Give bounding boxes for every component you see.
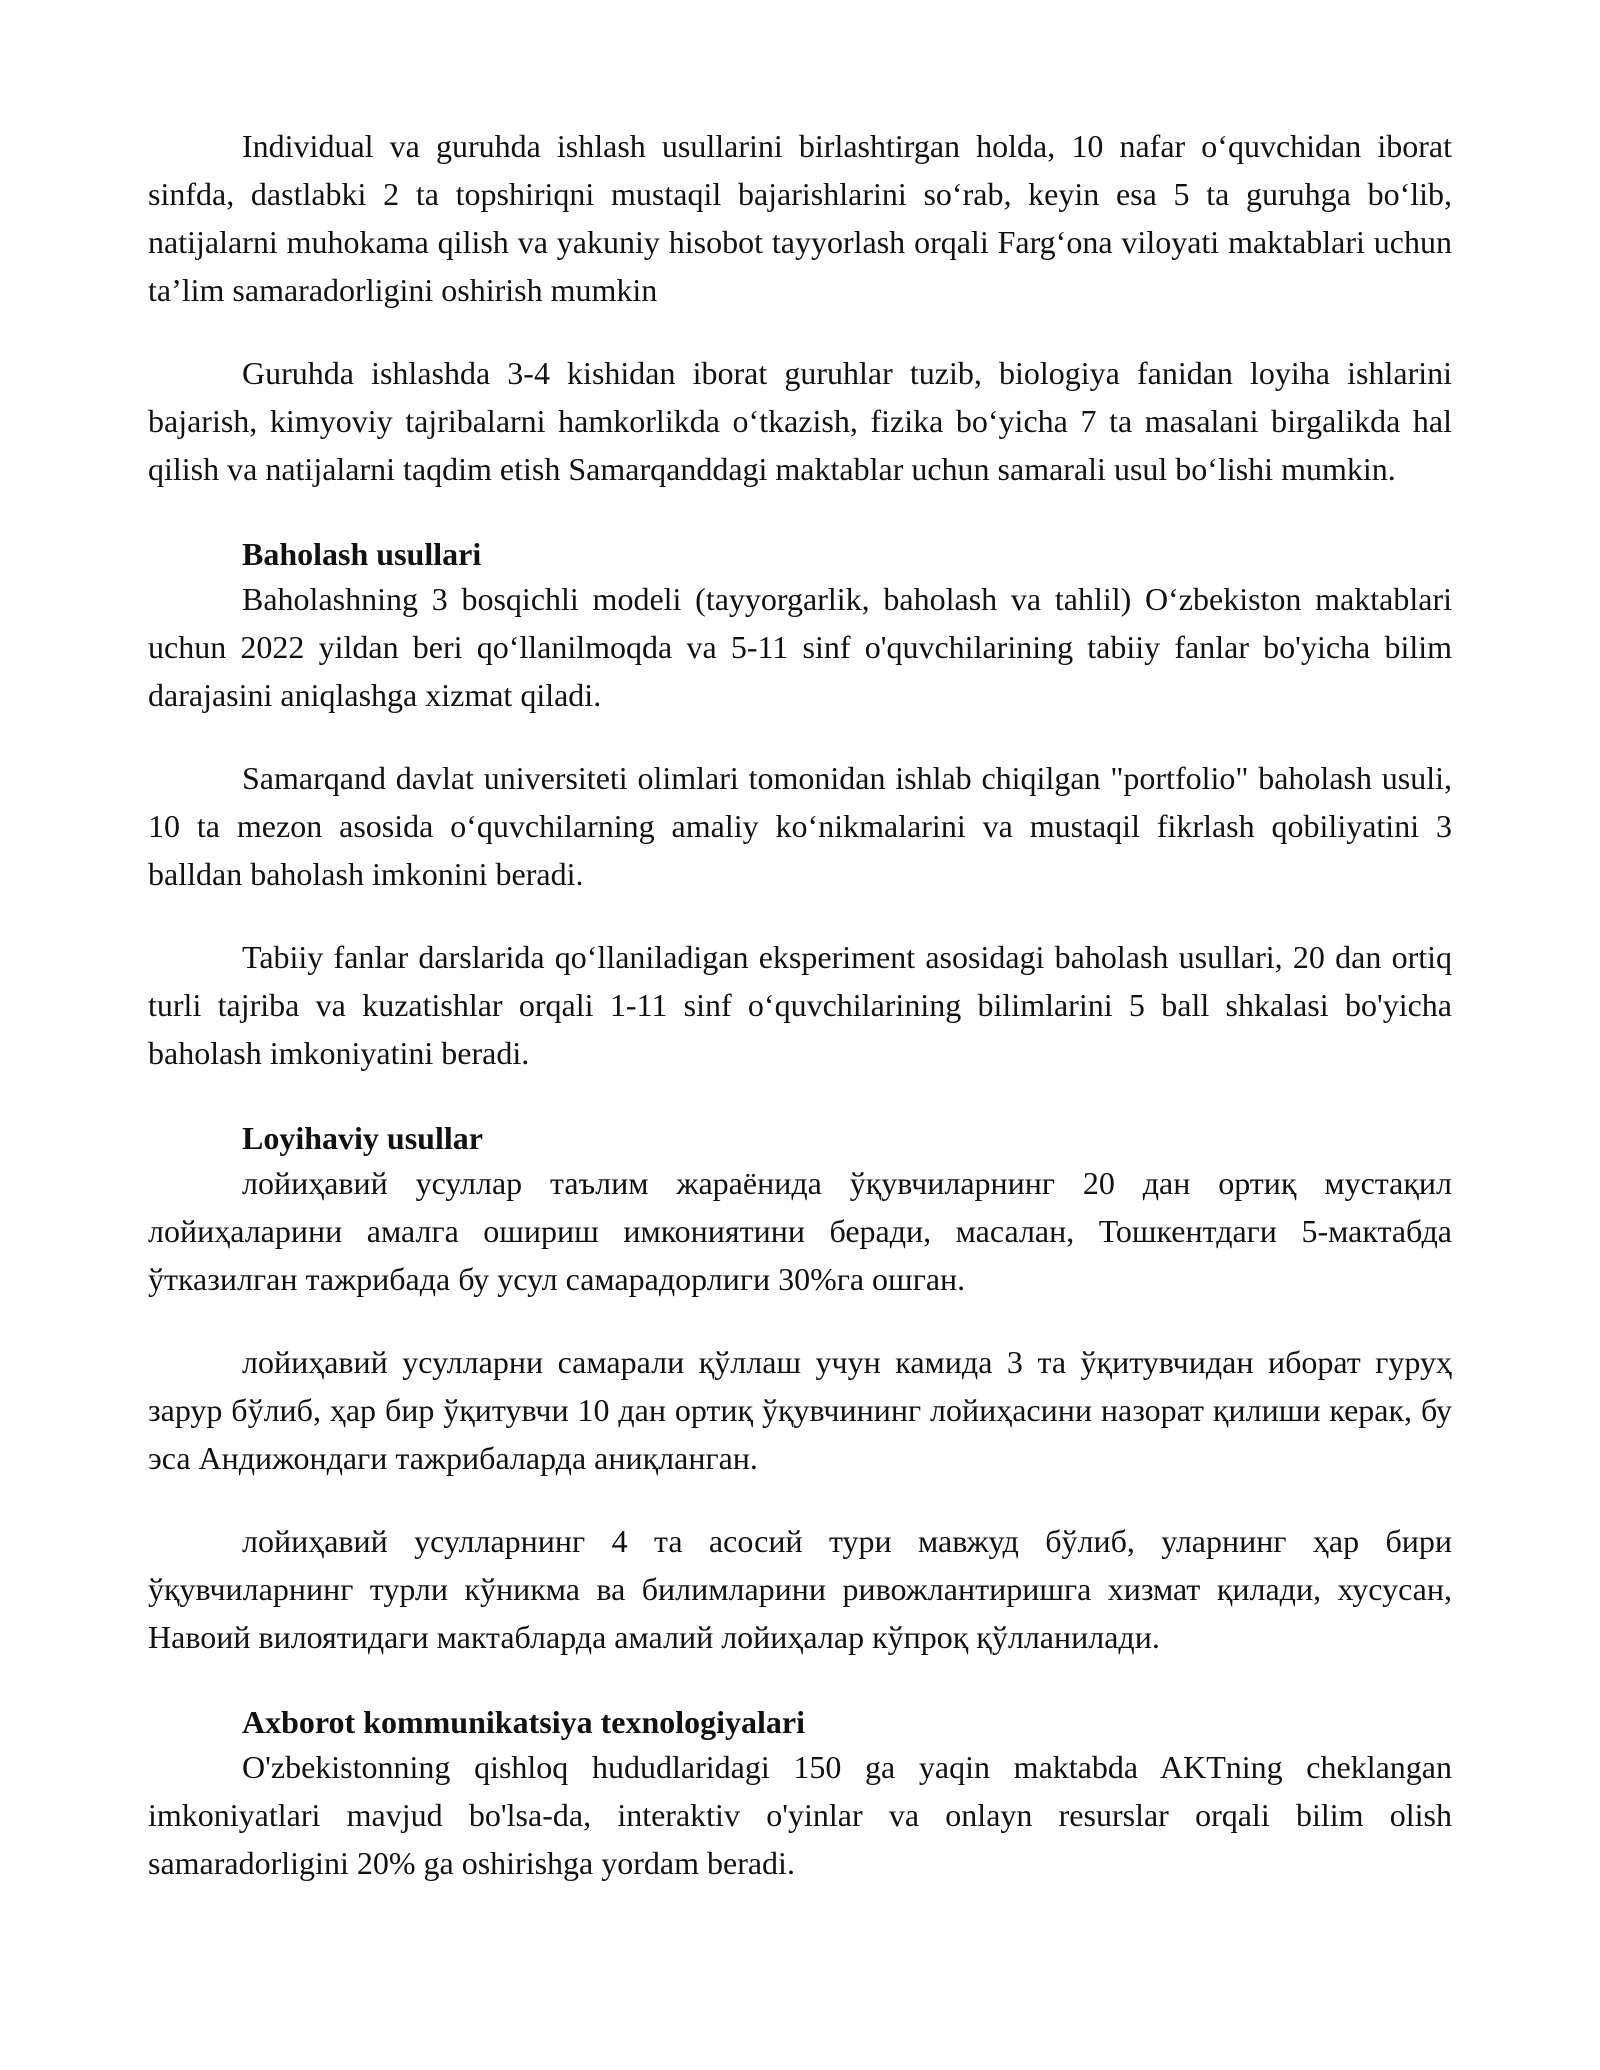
section-loyihaviy-usullar	[148, 1114, 1452, 1661]
document-page	[148, 122, 1452, 1922]
section-akt	[148, 1698, 1452, 1887]
paragraph: лойиҳавий усулларни самарали қўллаш учун камида 3 та ўқитувчидан иборат гуруҳ зарур бўлиб, ҳар бир ўқитувчи 10 дан ортиқ ўқувчининг лойиҳасини назорат қилиши керак, бу эса Андижондаги тажрибаларда аниқланган.	[148, 1344, 1452, 1476]
paragraph: Baholashning 3 bosqichli modeli (tayyorgarlik, baholash va tahlil) O‘zbekiston maktablari uchun 2022 yildan beri qo‘llanilmoqda va 5-11 sinf o'quvchilarining tabiiy fanlar bo'yicha bilim darajasini aniqlashga xizmat qiladi.	[148, 581, 1452, 713]
paragraph: Samarqand davlat universiteti olimlari tomonidan ishlab chiqilgan "portfolio" baholash usuli, 10 ta mezon asosida o‘quvchilarning amaliy ko‘nikmalarini va mustaqil fikrlash qobiliyatini 3 balldan baholash imkonini beradi.	[148, 760, 1452, 892]
paragraph: O'zbekistonning qishloq hududlaridagi 150 ga yaqin maktabda AKTning cheklangan imkoniyatlari mavjud bo'lsa-da, interaktiv o'yinlar va onlayn resurslar orqali bilim olish samaradorligini 20% ga oshirishga yordam beradi.	[148, 1749, 1452, 1881]
paragraph-intro-2: Guruhda ishlashda 3-4 kishidan iborat guruhlar tuzib, biologiya fanidan loyiha ishlarini bajarish, kimyoviy tajribalarni hamkorlikda o‘tkazish, fizika bo‘yicha 7 ta masalani birgalikda hal qilish va natijalarni taqdim etish Samarqanddagi maktablar uchun samarali usul bo‘lishi mumkin.	[148, 355, 1452, 487]
section-heading: Loyihaviy usullar	[242, 1120, 483, 1156]
paragraph: Tabiiy fanlar darslarida qo‘llaniladigan eksperiment asosidagi baholash usullari, 20 dan ortiq turli tajriba va kuzatishlar orqali 1-11 sinf o‘quvchilarining bilimlarini 5 ball shkalasi bo'yicha baholash imkoniyatini beradi.	[148, 939, 1452, 1071]
paragraph: лойиҳавий усуллар таълим жараёнида ўқувчиларнинг 20 дан ортиқ мустақил лойиҳаларини амалга ошириш имкониятини беради, масалан, Тошкентдаги 5-мактабда ўтказилган тажрибада бу усул самарадорлиги 30%га ошган.	[148, 1165, 1452, 1297]
paragraph-intro-1: Individual va guruhda ishlash usullarini birlashtirgan holda, 10 nafar o‘quvchidan iborat sinfda, dastlabki 2 ta topshiriqni mustaqil bajarishlarini so‘rab, keyin esa 5 ta guruhga bo‘lib, natijalarni muhokama qilish va yakuniy hisobot tayyorlash orqali Farg‘ona viloyati maktablari uchun ta’lim samaradorligini oshirish mumkin	[148, 128, 1452, 308]
section-heading: Axborot kommunikatsiya texnologiyalari	[242, 1704, 805, 1740]
section-baholash-usullari	[148, 530, 1452, 1077]
section-heading: Baholash usullari	[242, 536, 482, 572]
paragraph: лойиҳавий усулларнинг 4 та асосий тури мавжуд бўлиб, уларнинг ҳар бири ўқувчиларнинг турли кўникма ва билимларини ривожлантиришга хизмат қилади, хусусан, Навоий вилоятидаги мактабларда амалий лойиҳалар кўпроқ қўлланилади.	[148, 1523, 1452, 1655]
